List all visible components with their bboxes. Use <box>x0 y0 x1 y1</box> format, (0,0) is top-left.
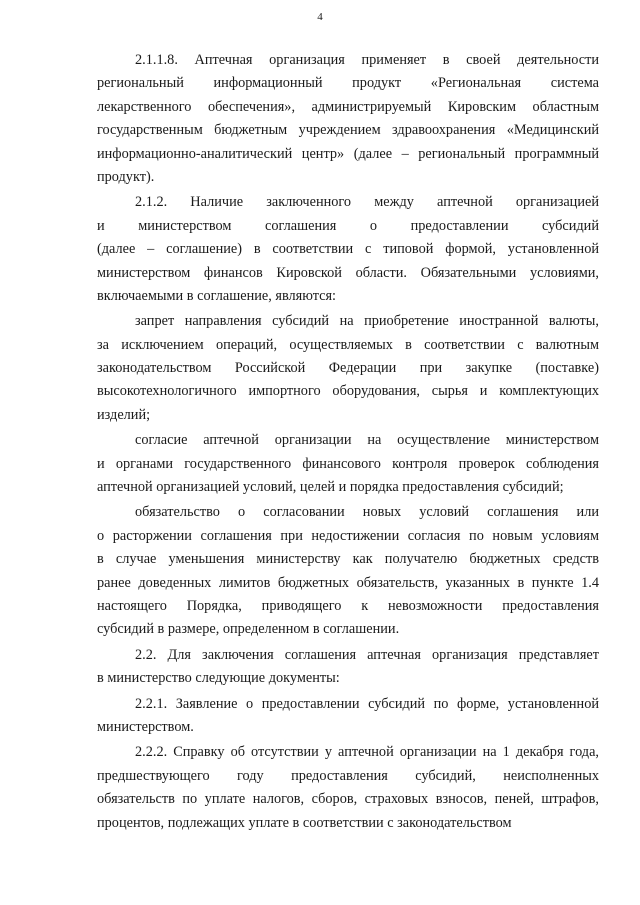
text-line: ранее доведенных лимитов бюджетных обязательств, указанных в пункте 1.4 <box>97 574 599 591</box>
text-line: законодательством Российской Федерации при закупке (поставке) <box>97 360 599 377</box>
document-body <box>97 49 599 837</box>
page-number: 4 <box>317 11 323 23</box>
paragraph-p-2-1-2 <box>97 191 599 308</box>
text-line: министерством. <box>97 718 194 735</box>
text-line: высокотехнологичного импортного оборудования, сырья и комплектующих <box>97 383 599 400</box>
paragraph-p-soglasie <box>97 429 599 499</box>
text-line: продукт). <box>97 168 155 185</box>
text-line: и министерством соглашения о предоставлении субсидий <box>97 217 599 234</box>
text-line: 2.2.1. Заявление о предоставлении субсидий по форме, установленной <box>135 695 599 712</box>
text-line: процентов, подлежащих уплате в соответствии с законодательством <box>97 814 512 831</box>
text-line: и органами государственного финансового контроля проверок соблюдения <box>97 455 599 472</box>
text-line: министерством финансов Кировской области. Обязательными условиями, <box>97 264 599 281</box>
text-line: изделий; <box>97 406 151 423</box>
text-line: государственным бюджетным учреждением здравоохранения «Медицинский <box>97 122 599 139</box>
text-line: аптечной организацией условий, целей и порядка предоставления субсидий; <box>97 479 564 496</box>
text-line: обязательство о согласовании новых условий соглашения или <box>135 504 599 521</box>
text-line: согласие аптечной организации на осуществление министерством <box>135 432 599 449</box>
text-line: лекарственного обеспечения», администрируемый Кировским областным <box>97 98 599 115</box>
text-line: предшествующего году предоставления субсидий, неисполненных <box>97 767 599 784</box>
paragraph-p-2-1-1-8 <box>97 49 599 189</box>
paragraph-p-obyazatelstvo <box>97 501 599 641</box>
text-line: включаемыми в соглашение, являются: <box>97 287 337 304</box>
text-line: настоящего Порядка, приводящего к невозможности предоставления <box>97 597 599 614</box>
text-line: о расторжении соглашения при недостижении согласия по новым условиям <box>97 527 599 544</box>
text-line: информационно-аналитический центр» (далее – региональный программный <box>97 145 599 162</box>
text-line: за исключением операций, осуществляемых в соответствии с валютным <box>97 336 599 353</box>
paragraph-p-2-2-2 <box>97 741 599 835</box>
text-line: субсидий в размере, определенном в соглашении. <box>97 621 400 638</box>
text-line: в министерство следующие документы: <box>97 670 340 687</box>
text-line: в случае уменьшения министерству как получателю бюджетных средств <box>97 551 599 568</box>
paragraph-p-zapret <box>97 310 599 427</box>
text-line: региональный информационный продукт «Региональная система <box>97 75 599 92</box>
text-line: 2.1.2. Наличие заключенного между аптечной организацией <box>135 194 599 211</box>
text-line: запрет направления субсидий на приобретение иностранной валюты, <box>135 313 599 330</box>
text-line: (далее – соглашение) в соответствии с типовой формой, установленной <box>97 241 599 258</box>
text-line: 2.2.2. Справку об отсутствии у аптечной организации на 1 декабря года, <box>135 744 599 761</box>
paragraph-p-2-2-1 <box>97 693 599 740</box>
paragraph-p-2-2 <box>97 644 599 691</box>
text-line: 2.1.1.8. Аптечная организация применяет в своей деятельности <box>135 52 599 68</box>
text-line: 2.2. Для заключения соглашения аптечная организация представляет <box>135 646 599 663</box>
text-line: обязательств по уплате налогов, сборов, страховых взносов, пеней, штрафов, <box>97 791 599 808</box>
